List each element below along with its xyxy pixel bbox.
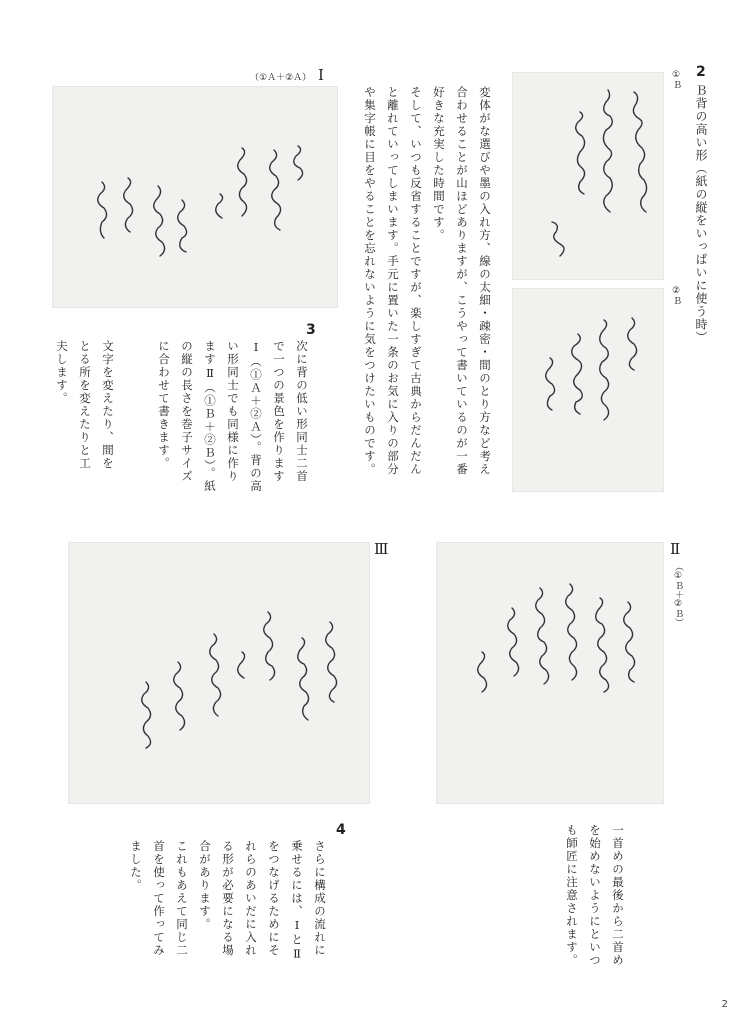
calligraphy-strokes <box>512 72 664 280</box>
calligraphy-photo-figure-iii <box>68 542 370 804</box>
figure-ii-label: （①Ｂ＋②Ｂ） <box>673 562 683 627</box>
figure-i-label: （①Ａ＋②Ａ） <box>250 73 312 83</box>
section-4-body: さらに構成の流れに 乗せるには、ⅠとⅡ をつなげるためにそ れらのあいだに入れ る形が必要になる場 合があります。 これもあえて同じ二 首を使って作ってみ ました。 <box>129 840 327 962</box>
label-2b: ②Ｂ <box>671 286 681 305</box>
section-3-number: 3 <box>306 322 316 338</box>
section-3-body-continued: 文字を変えたり、間を とる所を変えたりと工 夫します。 <box>55 340 115 470</box>
section-4-number: 4 <box>336 822 346 838</box>
figure-ii-caption: 一首めの最後から二首め を始めないようにといつ も師匠に注意されます。 <box>565 824 625 967</box>
page-number: 2 <box>721 999 728 1010</box>
figure-i-numeral: Ⅰ <box>318 66 324 84</box>
label-1b: ①Ｂ <box>671 70 681 89</box>
calligraphy-strokes <box>52 86 338 308</box>
calligraphy-photo-figure-i <box>52 86 338 308</box>
calligraphy-strokes <box>512 288 664 492</box>
calligraphy-photo-1b <box>512 72 664 280</box>
calligraphy-photo-2b <box>512 288 664 492</box>
figure-ii-numeral: Ⅱ <box>670 540 681 558</box>
calligraphy-strokes <box>436 542 664 804</box>
calligraphy-photo-figure-ii <box>436 542 664 804</box>
section-2-heading: Ｂ背の高い形（紙の縦をいっぱいに使う時） <box>694 84 708 344</box>
calligraphy-strokes <box>68 542 370 804</box>
section-2-body: 変体がな選びや墨の入れ方、線の太細・疎密・間のとり方など考え 合わせることが山ほどありますが、こうやって書いているのが一番 好きな充実した時間です。 そして、いつも反省することですが、楽しすぎて古典からだんだん と離れていってしまいます。手元に置いた一条のお気に入りの部分 や集字帳に目をやることを忘れないように気をつけたいものです。 <box>363 86 492 476</box>
section-2-number: 2 <box>696 64 706 80</box>
section-3-body: 次に背の低い形同士二首 で一つの景色を作ります Ⅰ（①Ａ＋②Ａ）。背の高 い形同士でも同様に作り ますⅡ（①Ｂ＋②Ｂ）。紙 の縦の長さを巻子サイズ に合わせて書きます。 <box>157 340 309 493</box>
figure-iii-numeral: Ⅲ <box>374 540 389 558</box>
